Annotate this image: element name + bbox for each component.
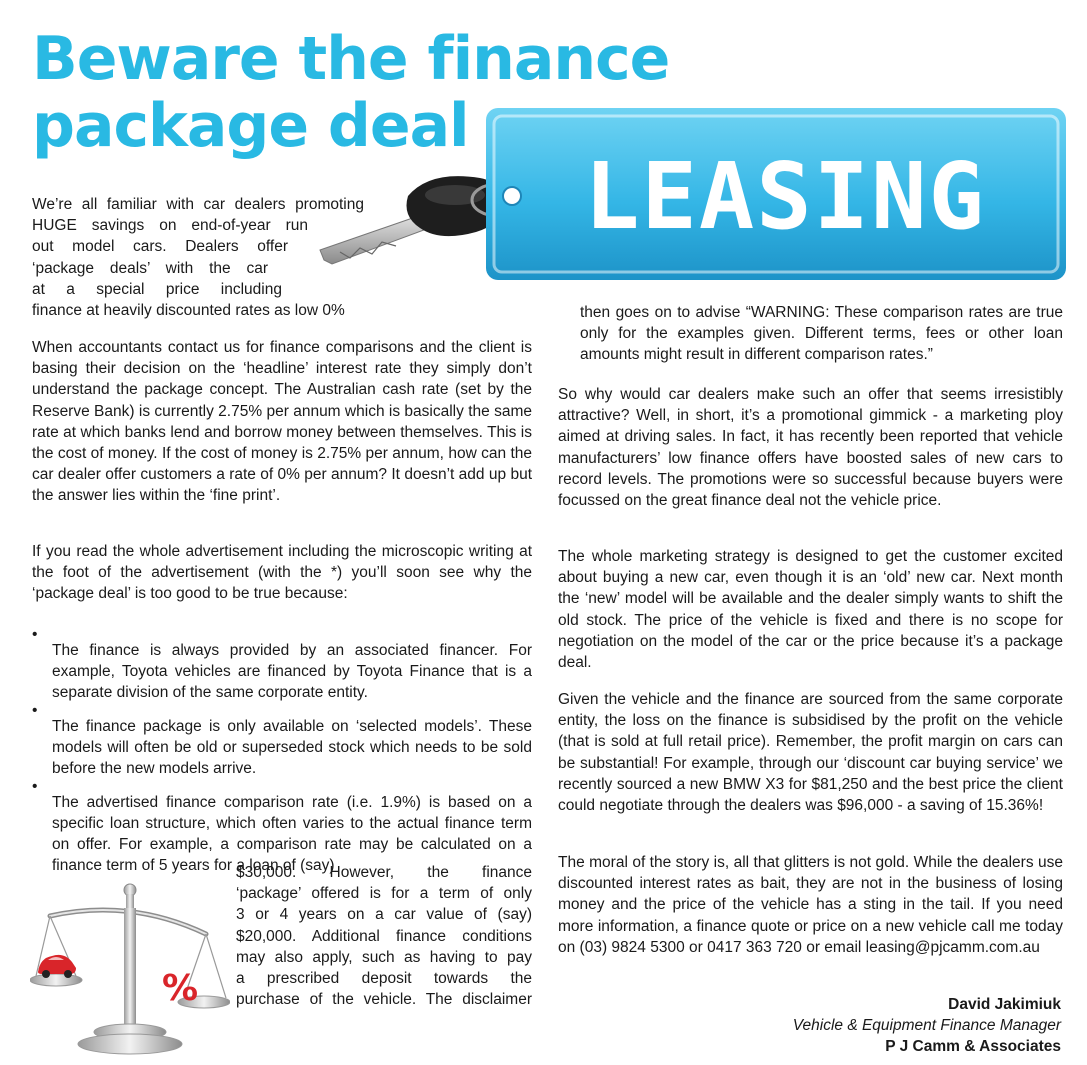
left-paragraph-3: If you read the whole advertisement including the microscopic writing at the foot of the advertisement (with the *) you’ll soon see why the ‘package deal’ is too good to be true because: — [32, 543, 532, 603]
wrapped-line: $30,000. However, the finance — [236, 864, 532, 881]
author-company: P J Camm & Associates — [885, 1038, 1061, 1055]
leasing-keyfob-illustration — [280, 100, 1070, 290]
intro-line: We’re all familiar with car dealers promoting — [32, 196, 364, 213]
title-line-2: package deal — [32, 91, 469, 161]
bullet-text: The advertised finance comparison rate (i.e. 1.9%) is based on a specific loan structure, which often varies to the actual finance term on offer. For example, a comparison rate may be calculated on a finance term of 5 years for a loan of (say) — [52, 793, 532, 875]
left-paragraph-2: When accountants contact us for finance comparisons and the client is basing their decision on the ‘headline’ interest rate they simply don’t understand the package concept. The Australian cash rate (set by the Reserve Bank) is currently 2.75% per annum which is basically the same rate at which banks lend and borrow money between themselves. This is the cost of money. If the cost of money is 2.75% per annum, how can the car dealer offer customers a rate of 0% per annum? It doesn’t add up but the answer lies within the ‘fine print’. — [32, 339, 532, 505]
author-signature — [793, 994, 1061, 1057]
bullet-marker: • — [32, 626, 38, 643]
bullet-text: The finance is always provided by an associated financer. For example, Toyota vehicles are financed by Toyota Finance that is a separate division of the same corporate entity. — [52, 641, 532, 701]
right-paragraph-4: Given the vehicle and the finance are sourced from the same corporate entity, the loss on the finance is subsidised by the profit on the vehicle (that is sold at full retail price). Remember, the profit margin on cars can be substantial! For example, through our ‘discount car buying service’ we recently sourced a new BMW X3 for $81,250 and the best price the client could negotiate through the dealers was $96,000 - a saving of 15.36%! — [558, 691, 1063, 815]
percent-symbol: % — [161, 968, 199, 1009]
scales-wrapped-text — [236, 862, 532, 1010]
intro-line: ‘package deals’ with the car — [32, 259, 268, 277]
wrapped-line: may also apply, such as having to pay — [236, 948, 532, 966]
author-name: David Jakimiuk — [948, 996, 1061, 1013]
intro-line: HUGE savings on end-of-year run — [32, 217, 308, 235]
leasing-sign-text: LEASING — [584, 143, 986, 250]
wrapped-line: purchase of the vehicle. The disclaimer — [236, 991, 532, 1009]
author-role: Vehicle & Equipment Finance Manager — [792, 1017, 1061, 1034]
bullet-marker: • — [32, 778, 38, 795]
intro-line: out model cars. Dealers offer — [32, 238, 288, 256]
intro-line: finance at heavily discounted rates as low 0% — [32, 302, 345, 320]
wrapped-line: a prescribed deposit towards the — [236, 970, 532, 988]
right-paragraph-5: The moral of the story is, all that glitters is not gold. While the dealers use discounted interest rates as bait, they are not in the business of losing money and the price of the vehicle has a sting in the tail. If you need more information, a finance quote or price on a new vehicle call me today on (03) 9824 5300 or 0417 363 720 or email leasing@pjcamm.com.au — [558, 854, 1063, 956]
wrapped-line: $20,000. Additional finance conditions — [236, 927, 532, 945]
wrapped-line: ‘package’ offered is for a term of only — [236, 885, 532, 903]
right-paragraph-2: So why would car dealers make such an offer that seems irresistibly attractive? Well, in short, it’s a promotional gimmick - a marketing ploy aimed at driving sales. In fact, it has recently been reported that vehicle manufacturers’ low finance offers have boosted sales of new cars to record levels. The promotions were so successful because buyers were focussed on the great finance deal not the vehicle price. — [558, 386, 1063, 510]
bullet-marker: • — [32, 702, 38, 719]
title-line-1: Beware the finance — [32, 24, 670, 94]
intro-paragraph — [32, 194, 392, 321]
bullet-text: The finance package is only available on ‘selected models’. These models will often be old or superseded stock which needs to be sold before the new models arrive. — [52, 717, 532, 777]
intro-line: at a special price including — [32, 280, 282, 298]
right-paragraph-3: The whole marketing strategy is designed to get the customer excited about buying a new car, even though it is an ‘old’ new car. Next month the ‘new’ model will be available and the dealer simply wants to shift the old stock. The price of the vehicle is fixed and there is no scope for negotiation on the model of the car or the price because it’s a package deal. — [558, 548, 1063, 672]
right-paragraph-1: then goes on to advise “WARNING: These comparison rates are true only for the examples given. Different terms, fees or other loan amounts might result in different comparison rates.” — [580, 304, 1063, 364]
scales-illustration — [30, 880, 230, 1060]
wrapped-line: 3 or 4 years on a car value of (say) — [236, 906, 532, 924]
